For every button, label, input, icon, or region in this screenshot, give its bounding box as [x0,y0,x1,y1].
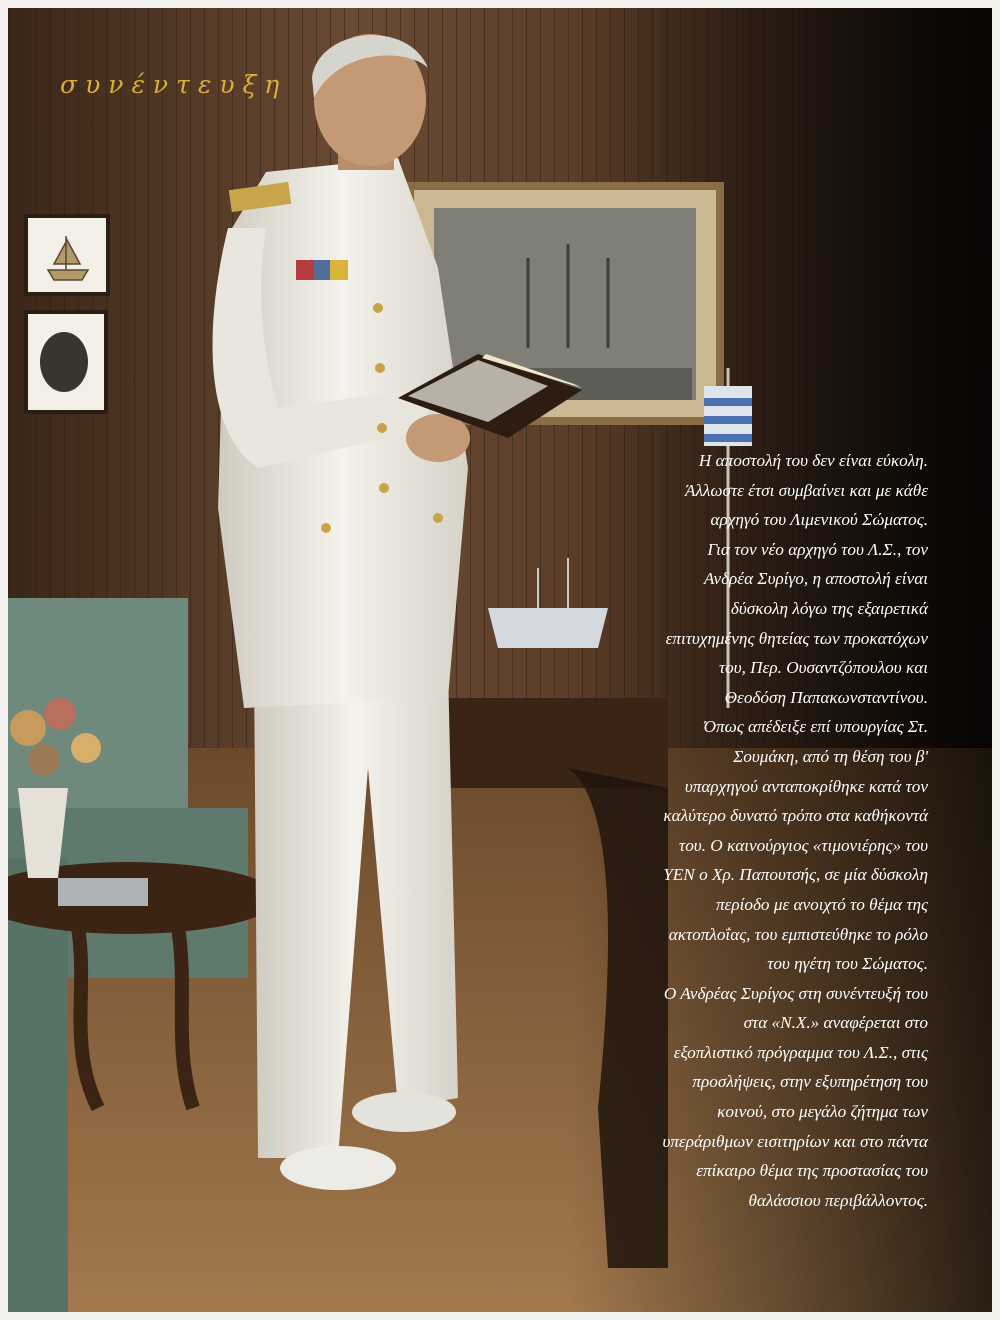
intro-line: δύσκολη λόγω της εξαιρετικά [730,598,928,618]
intro-line: Ανδρέα Συρίγο, η αποστολή είναι [703,569,928,589]
intro-line: αρχηγό του Λιμενικού Σώματος. [710,510,928,530]
intro-line: επίκαιρο θέμα της προστασίας του [696,1161,928,1181]
intro-line: του ηγέτη του Σώματος. [767,954,928,974]
intro-text [608,446,928,1215]
framed-picture-ship [26,216,108,294]
intro-line: θαλάσσιου περιβάλλοντος. [748,1190,928,1210]
intro-line: Ο Ανδρέας Συρίγος στη συνέντευξή του [663,983,928,1003]
intro-line: υπεράριθμων εισιτηρίων και στο πάντα [662,1131,928,1151]
cover-photo [8,8,992,1312]
intro-line: Για τον νέο αρχηγό του Λ.Σ., τον [707,539,928,559]
intro-line: προσλήψεις, στην εξυπηρέτηση του [692,1072,928,1092]
intro-line: Άλλωστε έτσι συμβαίνει και με κάθε [684,480,928,500]
intro-line: Όπως απέδειξε επί υπουργίας Στ. [703,717,928,737]
intro-line: ακτοπλοΐας, του εμπιστεύθηκε το ρόλο [668,924,928,944]
intro-line: ΥΕΝ ο Χρ. Παπουτσής, σε μία δύσκολη [663,865,928,885]
intro-line: περίοδο με ανοιχτό το θέμα της [715,894,928,914]
intro-line: υπαρχηγού ανταποκρίθηκε κατά τον [684,776,928,796]
intro-line: Θεοδόση Παπακωνσταντίνου. [724,687,928,707]
intro-line: καλύτερο δυνατό τρόπο στα καθήκοντά [663,806,928,826]
section-label: συνέντευξη [60,70,288,99]
intro-line: εξοπλιστικό πρόγραμμα του Λ.Σ., στις [673,1042,928,1062]
intro-line: Σουμάκη, από τη θέση του β' [733,746,928,766]
intro-line: Η αποστολή του δεν είναι εύκολη. [698,451,928,470]
intro-line: του. Ο καινούργιος «τιμονιέρης» του [679,835,928,855]
intro-line: στα «Ν.Χ.» αναφέρεται στο [743,1013,928,1033]
intro-line: επιτυχημένης θητείας των προκατόχων [665,628,928,648]
framed-picture-sketch [26,312,106,412]
intro-line: κοινού, στο μεγάλο ζήτημα των [717,1102,928,1122]
intro-line: του, Περ. Ουσαντζόπουλου και [718,658,928,678]
